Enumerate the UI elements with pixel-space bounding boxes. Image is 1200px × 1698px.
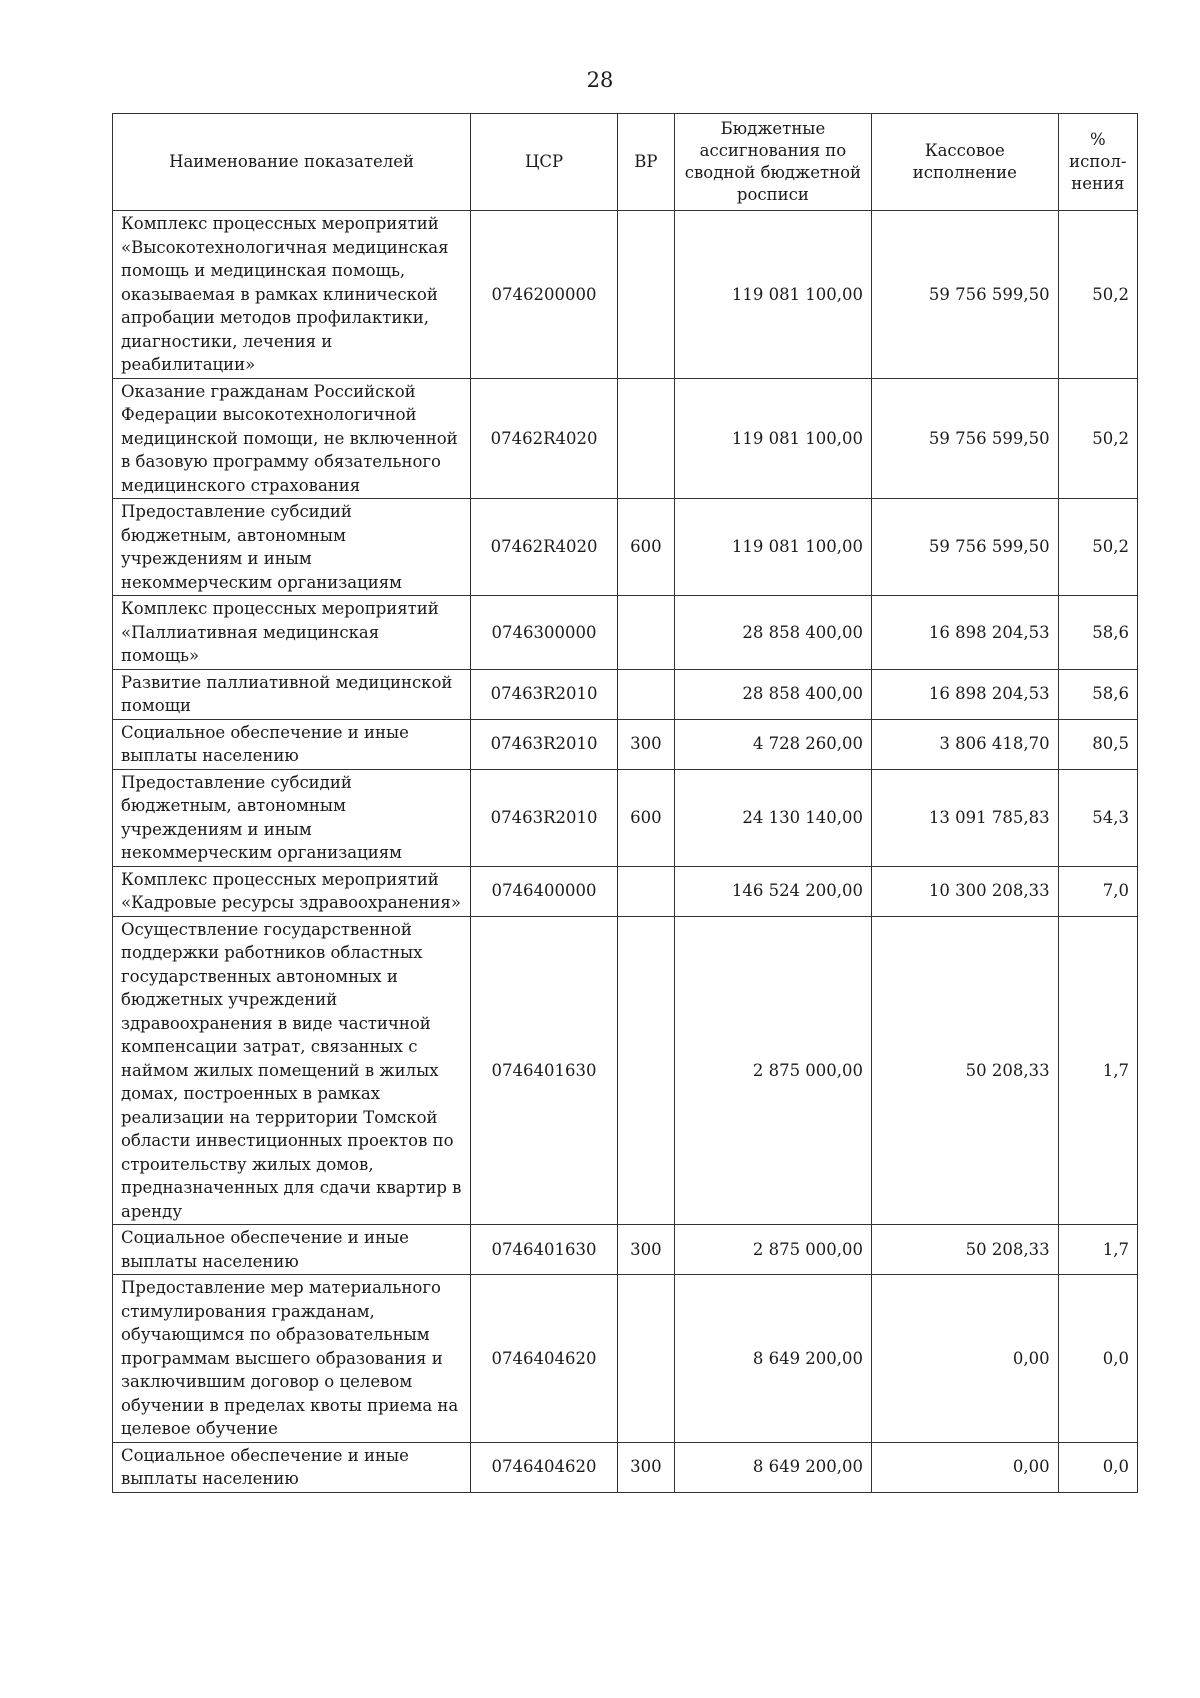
row-vr: 300 — [617, 1225, 674, 1275]
row-vr: 600 — [617, 769, 674, 866]
row-csr: 07463R2010 — [471, 769, 618, 866]
header-name: Наименование показателей — [113, 114, 471, 211]
row-cash: 50 208,33 — [872, 916, 1059, 1225]
row-cash: 13 091 785,83 — [872, 769, 1059, 866]
table-row — [113, 211, 1138, 379]
row-vr — [617, 211, 674, 379]
row-vr — [617, 1275, 674, 1443]
row-vr: 300 — [617, 1442, 674, 1492]
row-cash: 16 898 204,53 — [872, 596, 1059, 670]
row-budget: 24 130 140,00 — [674, 769, 871, 866]
row-name: Осуществление государственной поддержки работников областных государственных автономных и бюджетных учреждений здравоохранения в виде частичной компенсации затрат, связанных с наймом жилых помещений в жилых домах, построенных в рамках реализации на территории Томской области инвестиционных проектов по строительству жилых домов, предназначенных для сдачи квартир в аренду — [113, 916, 471, 1225]
row-budget: 2 875 000,00 — [674, 1225, 871, 1275]
row-percent: 7,0 — [1058, 866, 1137, 916]
header-budget: Бюджетные ассигнования по сводной бюджетной росписи — [674, 114, 871, 211]
row-name: Социальное обеспечение и иные выплаты населению — [113, 1442, 471, 1492]
row-name: Социальное обеспечение и иные выплаты населению — [113, 1225, 471, 1275]
table-row — [113, 1225, 1138, 1275]
row-budget: 2 875 000,00 — [674, 916, 871, 1225]
table-row — [113, 499, 1138, 596]
row-cash: 59 756 599,50 — [872, 378, 1059, 499]
row-name: Оказание гражданам Российской Федерации высокотехнологичной медицинской помощи, не включенной в базовую программу обязательного медицинского страхования — [113, 378, 471, 499]
row-name: Предоставление мер материального стимулирования гражданам, обучающимся по образовательным программам высшего образования и заключившим договор о целевом обучении в пределах квоты приема на целевое обучение — [113, 1275, 471, 1443]
row-budget: 8 649 200,00 — [674, 1442, 871, 1492]
row-budget: 28 858 400,00 — [674, 669, 871, 719]
row-percent: 1,7 — [1058, 1225, 1137, 1275]
row-csr: 07463R2010 — [471, 719, 618, 769]
row-cash: 59 756 599,50 — [872, 211, 1059, 379]
table-row — [113, 378, 1138, 499]
row-csr: 0746400000 — [471, 866, 618, 916]
row-vr: 600 — [617, 499, 674, 596]
header-csr: ЦСР — [471, 114, 618, 211]
row-name: Комплекс процессных мероприятий «Высокотехнологичная медицинская помощь и медицинская помощь, оказываемая в рамках клинической апробации методов профилактики, диагностики, лечения и реабилитации» — [113, 211, 471, 379]
table-row — [113, 1442, 1138, 1492]
header-percent: % испол-нения — [1058, 114, 1137, 211]
row-cash: 50 208,33 — [872, 1225, 1059, 1275]
row-percent: 0,0 — [1058, 1442, 1137, 1492]
row-percent: 50,2 — [1058, 211, 1137, 379]
row-vr — [617, 596, 674, 670]
row-budget: 8 649 200,00 — [674, 1275, 871, 1443]
row-csr: 0746404620 — [471, 1442, 618, 1492]
row-percent: 54,3 — [1058, 769, 1137, 866]
row-budget: 28 858 400,00 — [674, 596, 871, 670]
table-row — [113, 1275, 1138, 1443]
table-row — [113, 669, 1138, 719]
row-cash: 16 898 204,53 — [872, 669, 1059, 719]
row-name: Социальное обеспечение и иные выплаты населению — [113, 719, 471, 769]
row-percent: 0,0 — [1058, 1275, 1137, 1443]
row-percent: 58,6 — [1058, 669, 1137, 719]
row-percent: 1,7 — [1058, 916, 1137, 1225]
row-cash: 3 806 418,70 — [872, 719, 1059, 769]
row-name: Комплекс процессных мероприятий «Паллиативная медицинская помощь» — [113, 596, 471, 670]
row-cash: 0,00 — [872, 1275, 1059, 1443]
row-budget: 119 081 100,00 — [674, 378, 871, 499]
row-name: Предоставление субсидий бюджетным, автономным учреждениям и иным некоммерческим организациям — [113, 769, 471, 866]
row-vr — [617, 866, 674, 916]
row-csr: 07462R4020 — [471, 499, 618, 596]
budget-execution-table — [112, 113, 1138, 1493]
row-percent: 58,6 — [1058, 596, 1137, 670]
row-percent: 80,5 — [1058, 719, 1137, 769]
row-name: Предоставление субсидий бюджетным, автономным учреждениям и иным некоммерческим организациям — [113, 499, 471, 596]
table-header-row — [113, 114, 1138, 211]
row-percent: 50,2 — [1058, 499, 1137, 596]
row-csr: 0746401630 — [471, 1225, 618, 1275]
row-budget: 119 081 100,00 — [674, 499, 871, 596]
table-row — [113, 916, 1138, 1225]
table-row — [113, 769, 1138, 866]
row-budget: 119 081 100,00 — [674, 211, 871, 379]
table-row — [113, 596, 1138, 670]
row-csr: 07462R4020 — [471, 378, 618, 499]
row-vr: 300 — [617, 719, 674, 769]
row-cash: 0,00 — [872, 1442, 1059, 1492]
row-cash: 59 756 599,50 — [872, 499, 1059, 596]
row-csr: 0746401630 — [471, 916, 618, 1225]
row-csr: 07463R2010 — [471, 669, 618, 719]
row-cash: 10 300 208,33 — [872, 866, 1059, 916]
table-row — [113, 719, 1138, 769]
row-percent: 50,2 — [1058, 378, 1137, 499]
row-vr — [617, 378, 674, 499]
row-name: Комплекс процессных мероприятий «Кадровые ресурсы здравоохранения» — [113, 866, 471, 916]
page-number: 28 — [586, 68, 614, 92]
row-csr: 0746200000 — [471, 211, 618, 379]
row-vr — [617, 916, 674, 1225]
row-budget: 4 728 260,00 — [674, 719, 871, 769]
row-budget: 146 524 200,00 — [674, 866, 871, 916]
row-vr — [617, 669, 674, 719]
header-cash: Кассовое исполнение — [872, 114, 1059, 211]
table-row — [113, 866, 1138, 916]
header-vr: ВР — [617, 114, 674, 211]
row-csr: 0746300000 — [471, 596, 618, 670]
row-csr: 0746404620 — [471, 1275, 618, 1443]
row-name: Развитие паллиативной медицинской помощи — [113, 669, 471, 719]
